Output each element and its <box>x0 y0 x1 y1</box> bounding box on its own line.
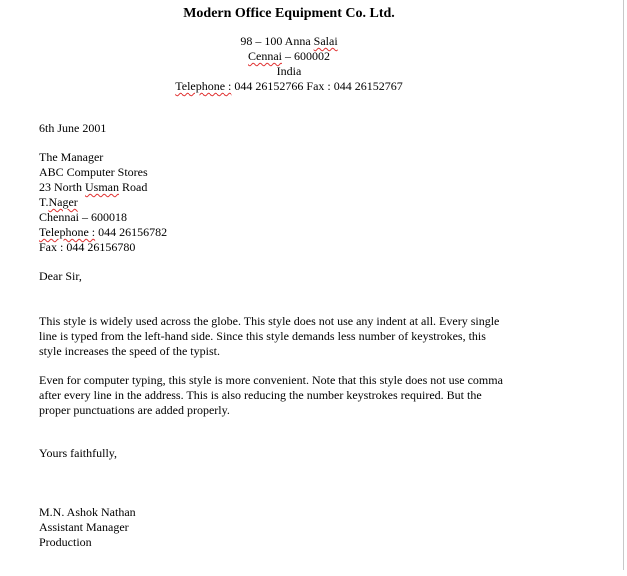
letter-date <box>39 121 559 136</box>
date-text: 6th June 2001 <box>39 121 107 135</box>
salutation <box>39 269 559 284</box>
body-paragraph-2 <box>39 373 544 418</box>
paragraph-line: after every line in the address. This is also reducing the number keystrokes required. But the <box>39 388 482 402</box>
recipient-fax: Fax : 044 26156780 <box>39 240 136 254</box>
paragraph-line: proper punctuations are added properly. <box>39 403 230 417</box>
paragraph-line: style increases the speed of the typist. <box>39 344 220 358</box>
closing <box>39 446 559 461</box>
signature-block <box>39 505 559 550</box>
company-name-heading: Modern Office Equipment Co. Ltd. <box>183 6 395 21</box>
spellcheck-word[interactable]: Cennai <box>248 49 282 63</box>
spellcheck-word[interactable]: Nager <box>48 195 78 209</box>
spellcheck-word[interactable]: Salai <box>313 34 338 48</box>
sender-address-line-3: India <box>276 64 302 78</box>
spellcheck-word[interactable]: Usman <box>85 180 119 194</box>
paragraph-line: line is typed from the left-hand side. Since this style demands less number of keystrokes, this <box>39 329 486 343</box>
signatory-name: M.N. Ashok Nathan <box>39 505 136 519</box>
paragraph-line: This style is widely used across the globe. This style does not use any indent at all. Every single <box>39 314 500 328</box>
signatory-department: Production <box>39 535 92 549</box>
recipient-company: ABC Computer Stores <box>39 165 148 179</box>
closing-text: Yours faithfully, <box>39 446 118 460</box>
paragraph-line: Even for computer typing, this style is more convenient. Note that this style does not use comma <box>39 373 503 387</box>
salutation-text: Dear Sir, <box>39 269 82 283</box>
recipient-city: Chennai – 600018 <box>39 210 127 224</box>
recipient-phone: Telephone : 044 26156782 <box>39 225 168 239</box>
spellcheck-word[interactable]: Telephone : <box>175 79 232 93</box>
sender-address-line-1: 98 – 100 Anna Salai <box>240 34 338 48</box>
signatory-position: Assistant Manager <box>39 520 129 534</box>
sender-address-line-4: Telephone : 044 26152766 Fax : 044 26152767 <box>175 79 403 93</box>
body-paragraph-1 <box>39 314 544 359</box>
sender-address-line-2: Cennai – 600002 <box>248 49 330 63</box>
recipient-area: T.Nager <box>39 195 78 209</box>
spellcheck-word[interactable]: Telephone : <box>39 225 96 239</box>
page-edge-divider <box>623 0 624 570</box>
recipient-street: 23 North Usman Road <box>39 180 148 194</box>
recipient-address <box>39 150 559 255</box>
recipient-title: The Manager <box>39 150 104 164</box>
sender-address <box>0 34 578 94</box>
